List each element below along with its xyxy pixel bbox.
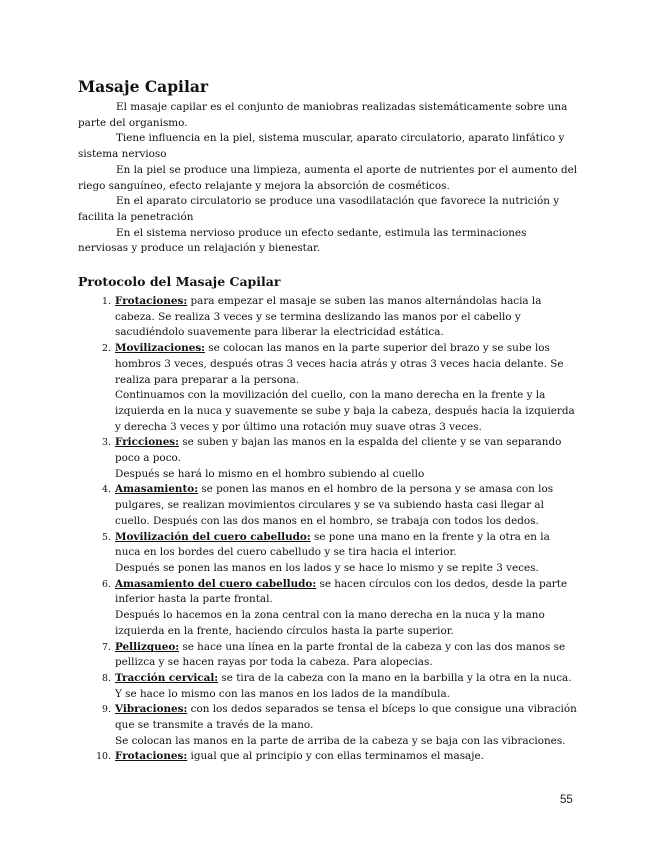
step-extra-text: Después se ponen las manos en los lados y se hace lo mismo y se repite 3 veces. — [115, 561, 539, 574]
step-text: igual que al principio y con ellas terminamos el masaje. — [187, 750, 484, 763]
step-term: Pellizqueo: — [115, 640, 180, 653]
list-item — [78, 702, 578, 749]
step-number: 10. — [96, 751, 111, 763]
step-text: se pone una mano en la frente y la otra en la nuca en los bordes del cuero cabelludo y se tira hacia el interior. — [115, 530, 550, 559]
list-item — [78, 749, 578, 765]
step-term: Frotaciones: — [115, 295, 188, 308]
step-text: se hacen círculos con los dedos, desde la parte inferior hasta la parte frontal. — [115, 577, 568, 606]
step-number: 1. — [102, 296, 111, 308]
list-item — [78, 671, 578, 702]
intro-paragraph: El masaje capilar es el conjunto de maniobras realizadas sistemáticamente sobre una parte del organismo. — [78, 101, 568, 129]
intro-paragraph: En la piel se produce una limpieza, aumenta el aporte de nutrientes por el aumento del riego sanguíneo, efecto relajante y mejora la absorción de cosméticos. — [78, 163, 578, 192]
list-item — [78, 577, 578, 640]
step-number: 6. — [102, 578, 111, 590]
intro-section — [78, 100, 578, 257]
step-text: se colocan las manos en la parte superior del brazo y se sube los hombros 3 veces, después otras 3 veces hacia atrás y otras 3 veces hacia delante. Se realiza para preparar a la persona. — [115, 342, 564, 386]
step-term: Tracción cervical: — [115, 671, 219, 684]
section-heading: Protocolo del Masaje Capilar — [78, 274, 281, 290]
step-extra-text: Después se hará lo mismo en el hombro subiendo al cuello — [115, 467, 425, 480]
step-term: Movilización del cuero cabelludo: — [115, 530, 311, 543]
step-text: para empezar el masaje se suben las manos alternándolas hacia la cabeza. Se realiza 3 veces y se termina deslizando las manos por el cabello y sacudiéndolo suavemente para liberar la electricidad estática. — [115, 295, 542, 339]
intro-paragraph: Tiene influencia en la piel, sistema muscular, aparato circulatorio, aparato linfático y sistema nervioso — [78, 132, 565, 161]
step-number: 2. — [102, 343, 111, 355]
step-number: 4. — [102, 484, 111, 496]
step-extra-text: Después lo hacemos en la zona central con la mano derecha en la nuca y la mano izquierda en la frente, haciendo círculos hasta la parte superior. — [115, 609, 545, 637]
step-number: 9. — [102, 704, 111, 716]
list-item — [78, 341, 578, 435]
protocol-steps-list — [78, 294, 578, 765]
step-term: Amasamiento: — [115, 483, 199, 496]
page-title: Masaje Capilar — [78, 77, 209, 96]
intro-paragraph: En el aparato circulatorio se produce una vasodilatación que favorece la nutrición y facilita la penetración — [78, 195, 560, 223]
list-item — [78, 530, 578, 577]
step-text: se ponen las manos en el hombro de la persona y se amasa con los pulgares, se realizan movimientos circulares y se va subiendo hasta casi llegar al cuello. Después con las dos manos en el hombro, se trabaja con todos los dedos. — [115, 483, 554, 527]
step-text: se suben y bajan las manos en la espalda del cliente y se van separando poco a poco. — [115, 436, 562, 465]
step-extra-text: Continuamos con la movilización del cuello, con la mano derecha en la frente y la izquierda en la nuca y suavemente se sube y baja la cabeza, después hacia la izquierda y derecha 3 veces y por último una rotación muy suave otras 3 veces. — [115, 389, 575, 433]
step-term: Movilizaciones: — [115, 342, 205, 355]
page-content — [78, 77, 578, 765]
page-number: 55 — [560, 794, 573, 806]
intro-paragraph: En el sistema nervioso produce un efecto sedante, estimula las terminaciones nerviosas y produce un relajación y bienestar. — [78, 226, 527, 255]
step-text: se tira de la cabeza con la mano en la barbilla y la otra en la nuca. — [218, 671, 572, 684]
step-number: 5. — [102, 531, 111, 543]
step-term: Fricciones: — [115, 436, 179, 449]
list-item — [78, 294, 578, 341]
step-text: con los dedos separados se tensa el bíceps lo que consigue una vibración que se transmite a través de la mano. — [115, 703, 577, 732]
step-term: Vibraciones: — [115, 703, 188, 716]
step-number: 8. — [102, 672, 111, 684]
step-extra-text: Y se hace lo mismo con las manos en los lados de la mandíbula. — [115, 687, 450, 700]
step-extra-text: Se colocan las manos en la parte de arriba de la cabeza y se baja con las vibraciones. — [115, 734, 566, 747]
step-number: 3. — [102, 437, 111, 449]
step-term: Frotaciones: — [115, 750, 188, 763]
list-item — [78, 482, 578, 529]
step-term: Amasamiento del cuero cabelludo: — [115, 577, 317, 590]
step-text: se hace una línea en la parte frontal de la cabeza y con las dos manos se pellizca y se hacen rayas por toda la cabeza. Para alopecias. — [115, 640, 566, 669]
list-item — [78, 640, 578, 671]
list-item — [78, 435, 578, 482]
step-number: 7. — [102, 641, 111, 653]
